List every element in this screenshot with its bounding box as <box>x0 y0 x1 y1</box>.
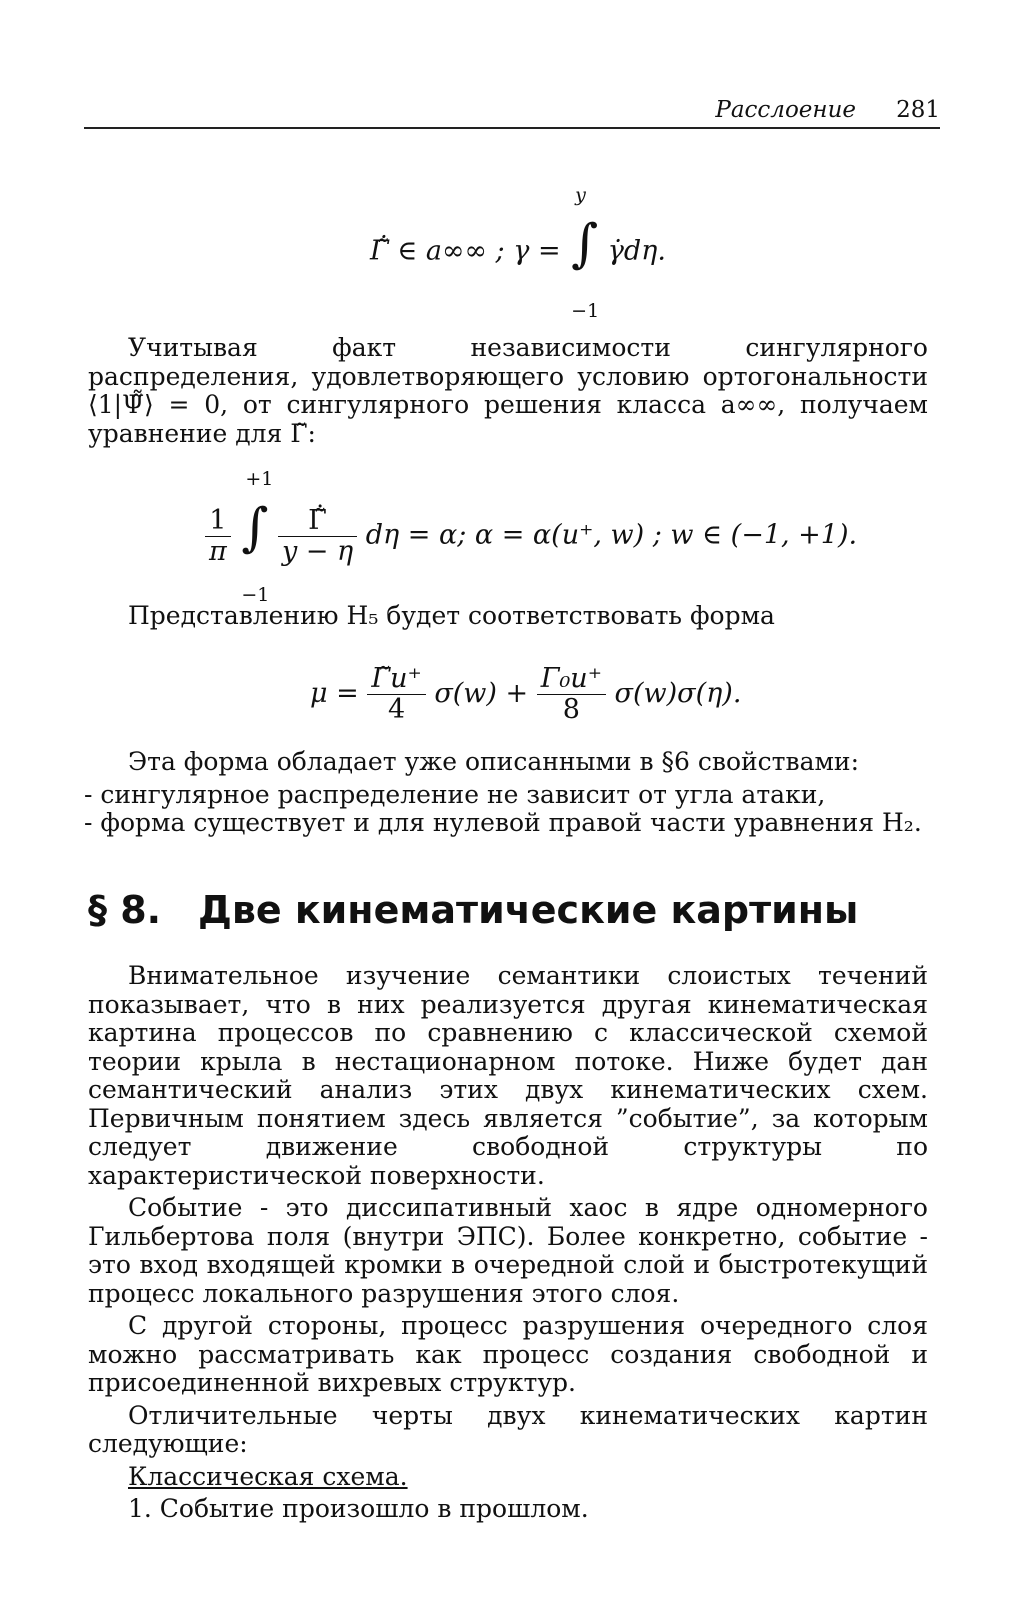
text-block-body <box>88 962 928 1528</box>
integral-upper-limit: +1 <box>245 468 274 490</box>
formula-1-right: γ̇dη. <box>607 235 666 267</box>
formula-3-fraction-2: $\frac{\text{Γ₀u⁺}}{8}$ <box>537 664 606 725</box>
paragraph-2: Представлению H₅ будет соответствовать форма <box>128 601 775 630</box>
numbered-item: 1. Событие произошло в прошлом. <box>128 1494 589 1523</box>
integral-lower-limit: −1 <box>241 584 270 606</box>
paragraph-1: Учитывая факт независимости сингулярного распределения, удовлетворяющего условию ортогональности ⟨1|Ψ̃̃⟩ = 0, от сингулярного решения класса a∞∞, получаем уравнение для Γ̃: <box>88 333 928 448</box>
formula-2 <box>205 468 858 606</box>
formula-2-rest: dη = α; α = α(u⁺, w) ; w ∈ (−1, +1). <box>365 519 858 551</box>
list-item: - форма существует и для нулевой правой части уравнения H₂. <box>84 808 922 837</box>
integral-lower-limit: −1 <box>571 300 600 322</box>
formula-3 <box>310 664 741 725</box>
section-number: § 8. <box>88 888 162 932</box>
formula-3-mid: σ(w) + <box>434 678 529 709</box>
list-item: - сингулярное распределение не зависит от угла атаки, <box>84 779 826 809</box>
paragraph-3: Эта форма обладает уже описанными в §6 свойствами: <box>128 747 860 776</box>
running-head <box>84 97 940 129</box>
text-block-mid <box>88 602 928 635</box>
section-heading <box>88 888 858 932</box>
running-head-section: Расслоение <box>715 97 856 123</box>
formula-3-end: σ(w)σ(η). <box>614 678 742 709</box>
formula-2-coefficient: $\frac{1}{\pi}$ <box>205 506 231 567</box>
formula-1-left: Γ̃̇ ∈ a∞∞ ; γ = <box>370 235 561 267</box>
body-paragraph: С другой стороны, процесс разрушения очередного слоя можно рассматривать как процесс создания свободной и присоединенной вихревых структур. <box>88 1311 928 1397</box>
section-title: Две кинематические картины <box>198 888 859 932</box>
subheading-classic-scheme: Классическая схема. <box>128 1461 408 1491</box>
body-paragraph: Внимательное изучение семантики слоистых течений показывает, что в них реализуется другая кинематическая картина процессов по сравнению с классической схемой теории крыла в нестационарном потоке. Ниже будет дан семантический анализ этих двух кинематических схем. Первичным понятием здесь является ”событие”, за которым следует движение свободной структуры по характеристической поверхности. <box>88 961 928 1190</box>
body-paragraph: Отличительные черты двух кинематических картин следующие: <box>88 1400 928 1458</box>
formula-3-lhs: μ = <box>310 678 359 709</box>
text-block-top <box>88 334 928 452</box>
formula-3-fraction-1: $\frac{\Gammãu^+}{4}$ <box>367 664 425 725</box>
body-paragraph: Событие - это диссипативный хаос в ядре одномерного Гильбертова поля (внутри ЭПС). Более конкретно, событие - это вход входящей кромки в очередной слой и быстротекущий процесс локального разрушения этого слоя. <box>88 1193 928 1308</box>
formula-1 <box>370 184 666 322</box>
integral-upper-limit: y <box>575 184 586 206</box>
formula-2-fraction: $\frac{\Gammã̇}{y - \eta}$ <box>278 506 357 567</box>
text-block-properties <box>84 747 928 838</box>
page-number: 281 <box>896 97 940 123</box>
integral-sign: y ∫ −1 <box>571 184 600 322</box>
integral-sign: +1 ∫ −1 <box>241 468 274 606</box>
